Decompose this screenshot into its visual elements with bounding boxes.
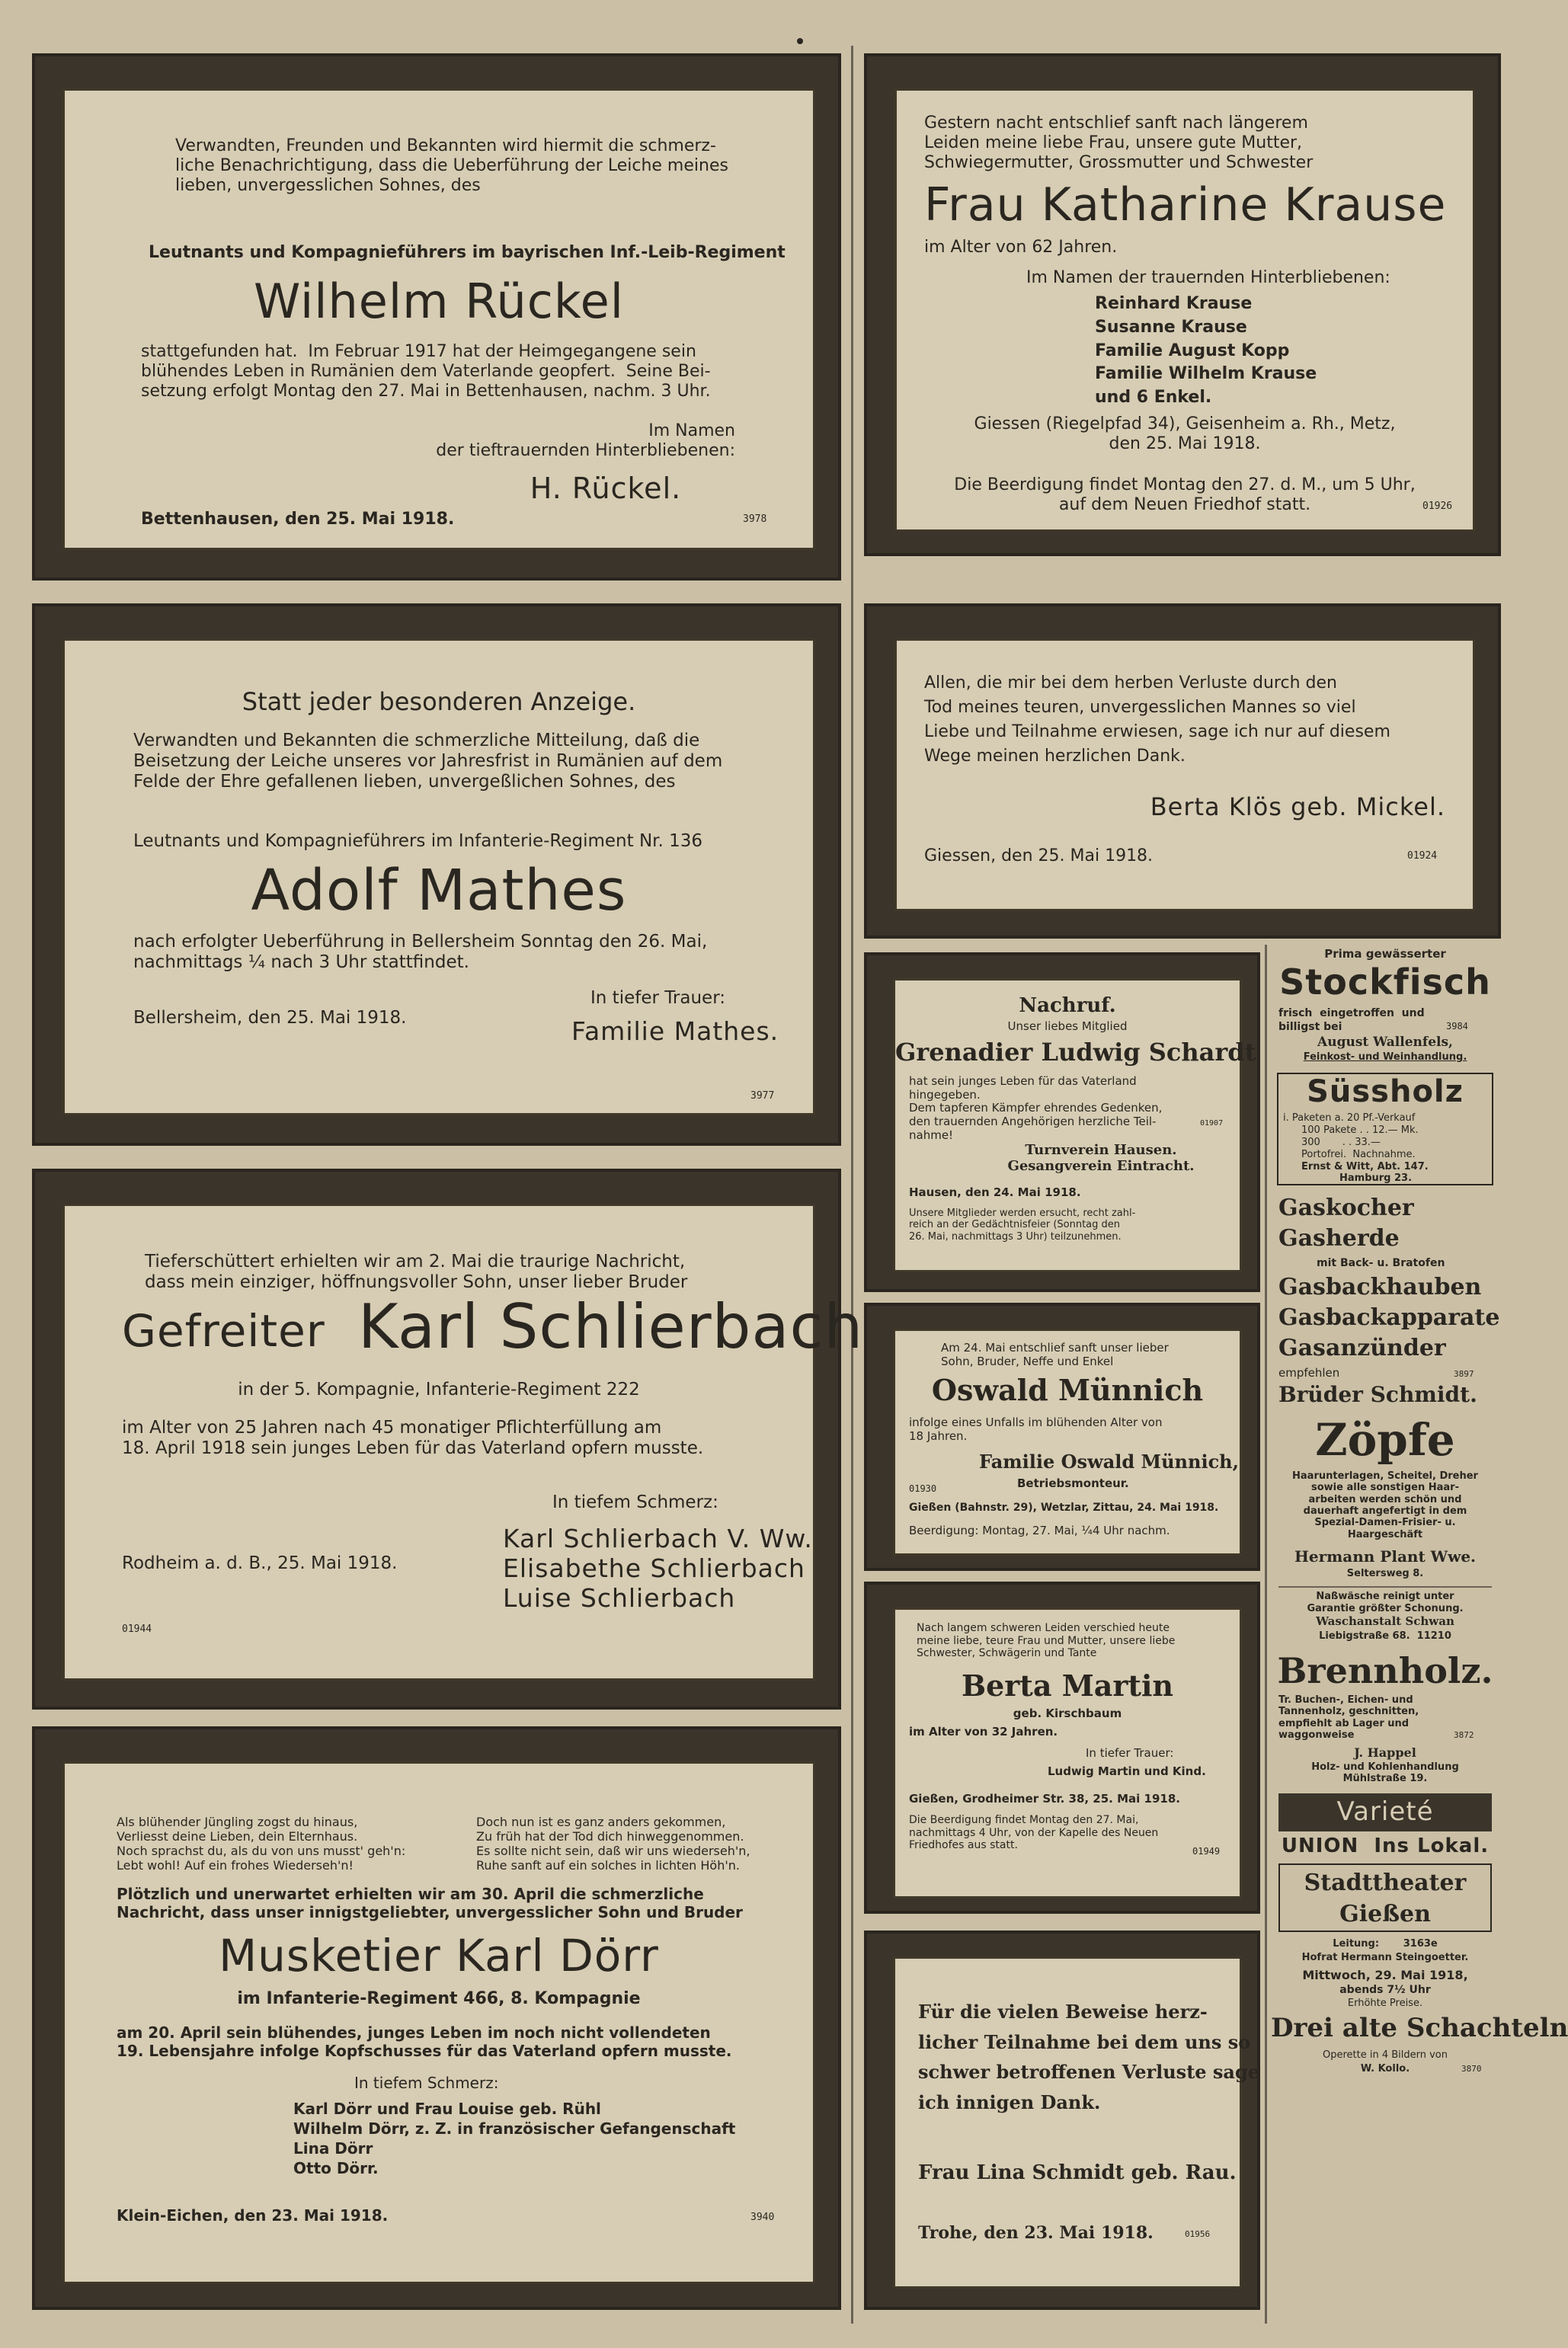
- muennich-job: Betriebsmonteur.: [1017, 1476, 1129, 1490]
- schardt-name: Grenadier Ludwig Schardt: [895, 1038, 1256, 1067]
- doerr-code: 3940: [750, 2212, 775, 2223]
- mathes-name: Adolf Mathes: [251, 858, 627, 923]
- muennich-body: infolge eines Unfalls im blühenden Alter von 18 Jahren.: [909, 1416, 1163, 1443]
- schmidt-place: Trohe, den 23. Mai 1918.: [918, 2223, 1154, 2243]
- rueckel-body: stattgefunden hat. Im Februar 1917 hat der Heimgegangene sein blühendes Leben in Rumänien dem Vaterlande geopfert. Seine Bei- setzung erfolgt Montag den 27. Mai in Bettenhausen, nachm. 3 Uhr.: [141, 342, 711, 401]
- ad-variete-sub: UNION Ins Lokal.: [1281, 1835, 1490, 1857]
- ad-brennholz-code: 3872: [1454, 1730, 1474, 1740]
- schmidt-signer: Frau Lina Schmidt geb. Rau.: [918, 2161, 1237, 2184]
- ad-suessholz-line3: 300 . . 33.—: [1301, 1137, 1381, 1148]
- column-rule: [851, 46, 853, 2324]
- schardt-clubs: Turnverein Hausen. Gesangverein Eintracht.: [1007, 1142, 1195, 1175]
- ad-variete-title: Varieté: [1336, 1796, 1434, 1827]
- ad-zoepfe-addr: Seltersweg 8.: [1346, 1568, 1424, 1579]
- rueckel-sign-intro: Im Namen der tieftrauernden Hinterbliebenen:: [436, 421, 735, 460]
- doerr-place: Klein-Eichen, den 23. Mai 1918.: [117, 2206, 389, 2225]
- ad-suessholz-line2: 100 Pakete . . 12.— Mk.: [1301, 1124, 1419, 1136]
- muennich-family: Familie Oswald Münnich,: [979, 1451, 1239, 1473]
- doerr-family: Karl Dörr und Frau Louise geb. Rühl Wilhelm Dörr, z. Z. in französischer Gefangenschaft Lina Dörr Otto Dörr.: [293, 2100, 736, 2177]
- ad-theater-line6: Operette in 4 Bildern von: [1322, 2049, 1448, 2061]
- rueckel-name: Wilhelm Rückel: [254, 274, 624, 329]
- ad-stockfisch-code: 3984: [1446, 1021, 1468, 1032]
- ad-stockfisch-top: Prima gewässerter: [1324, 947, 1446, 961]
- ad-wasch-line4: Liebigstraße 68. 11210: [1319, 1630, 1451, 1642]
- column-rule-right: [1265, 945, 1267, 2324]
- ad-theater-line7: W. Kollo.: [1360, 2063, 1410, 2074]
- ad-theater-line2: Hofrat Hermann Steingoetter.: [1301, 1952, 1469, 1963]
- schlierbach-intro: Tieferschüttert erhielten wir am 2. Mai die traurige Nachricht, dass mein einziger, höffnungsvoller Sohn, unser lieber Bruder: [145, 1252, 688, 1293]
- muennich-funeral: Beerdigung: Montag, 27. Mai, ¼4 Uhr nachm.: [909, 1524, 1170, 1537]
- krause-name: Frau Katharine Krause: [924, 178, 1447, 232]
- rueckel-signer: H. Rückel.: [530, 472, 682, 505]
- notice-rueckel: [32, 53, 841, 581]
- schlierbach-rank: Gefreiter: [122, 1305, 325, 1357]
- schmidt-body: Für die vielen Beweise herz- licher Teilnahme bei dem uns so schwer betroffenen Verluste sage ich innigen Dank.: [918, 2001, 1260, 2113]
- rueckel-code: 3978: [743, 513, 767, 525]
- ad-theater-line5: Erhöhte Preise.: [1347, 1998, 1423, 2009]
- ad-stockfisch-firm2: Feinkost- und Weinhandlung.: [1303, 1051, 1467, 1063]
- notice-schlierbach: [32, 1169, 864, 1710]
- muennich-name: Oswald Münnich: [931, 1373, 1204, 1407]
- doerr-poem-right: Doch nun ist es ganz anders gekommen, Zu früh hat der Tod dich hinweggenommen. Es sollte nicht sein, daß wir uns wiederseh'n, Ruhe sanft auf ein solches in lichten Höh'n.: [476, 1815, 750, 1873]
- ad-wasch-line2: Garantie größter Schonung.: [1307, 1603, 1464, 1614]
- ad-theater-title: Stadttheater Gießen: [1304, 1870, 1467, 1927]
- ad-theater-play: Drei alte Schachteln: [1271, 2013, 1568, 2043]
- notice-schardt: [864, 952, 1260, 1292]
- kloes-intro: Allen, die mir bei dem herben Verluste durch den Tod meines teuren, unvergesslichen Mannes so viel Liebe und Teilnahme erwiesen, sage ich nur auf diesem Wege meinen herzlichen Dank.: [924, 673, 1390, 766]
- ad-gas-line2: Gasherde: [1278, 1225, 1400, 1252]
- ads-column: [1271, 945, 1568, 2316]
- ad-theater-box: [1278, 1863, 1492, 1932]
- ad-wasch-line3: Waschanstalt Schwan: [1316, 1614, 1454, 1628]
- ad-gas-line5: Gasbackapparate: [1278, 1304, 1500, 1331]
- notice-schmidt: [864, 1931, 1260, 2310]
- doerr-poem-left: Als blühender Jüngling zogst du hinaus, Verliesst deine Lieben, dein Elternhaus. Noch sprachst du, als du von uns musst' geh'n: Lebt wohl! Auf ein frohes Wiederseh'n!: [117, 1815, 406, 1873]
- schmidt-code: 01956: [1185, 2229, 1211, 2239]
- mathes-rank: Leutnants und Kompagnieführers im Infanterie-Regiment Nr. 136: [133, 831, 703, 851]
- ad-suessholz-line1: i. Paketen a. 20 Pf.-Verkauf: [1283, 1112, 1416, 1124]
- ad-brennholz-firm2: Holz- und Kohlenhandlung Mühlstraße 19.: [1311, 1761, 1459, 1785]
- ad-theater-line1: Leitung: 3163e: [1333, 1938, 1438, 1950]
- ad-zoepfe-title: Zöpfe: [1315, 1414, 1455, 1466]
- schlierbach-trauer: In tiefem Schmerz:: [552, 1492, 718, 1512]
- doerr-body: am 20. April sein blühendes, junges Leben im noch nicht vollendeten 19. Lebensjahre infolge Kopfschusses für das Vaterland opfern musste.: [117, 2023, 732, 2060]
- ad-gas-firm: Brüder Schmidt.: [1278, 1382, 1477, 1407]
- martin-trauer: In tiefer Trauer:: [1086, 1746, 1174, 1760]
- muennich-intro: Am 24. Mai entschlief sanft unser lieber Sohn, Bruder, Neffe und Enkel: [941, 1341, 1169, 1368]
- ad-suessholz-firm: Ernst & Witt, Abt. 147.: [1301, 1161, 1429, 1172]
- kloes-code: 01924: [1407, 850, 1438, 862]
- martin-code: 01949: [1192, 1846, 1221, 1857]
- notice-mathes: [32, 603, 841, 1146]
- notice-martin: [864, 1582, 1260, 1914]
- ad-gas-code: 3897: [1454, 1369, 1474, 1379]
- ad-stockfisch-title: Stockfisch: [1279, 961, 1491, 1003]
- ad-wasch-line1: Naßwäsche reinigt unter: [1316, 1591, 1454, 1602]
- ad-divider: [1278, 1586, 1492, 1588]
- kloes-place: Giessen, den 25. Mai 1918.: [924, 846, 1154, 865]
- ad-variete-banner: [1278, 1793, 1492, 1831]
- krause-code: 01926: [1422, 501, 1453, 512]
- schardt-head: Nachruf.: [1019, 994, 1116, 1017]
- mathes-place: Bellersheim, den 25. Mai 1918.: [133, 1008, 407, 1028]
- schardt-place: Hausen, den 24. Mai 1918.: [909, 1185, 1081, 1199]
- martin-place: Gießen, Grodheimer Str. 38, 25. Mai 1918.: [909, 1792, 1180, 1806]
- ad-gas-line3: mit Back- u. Bratofen: [1317, 1257, 1445, 1269]
- ad-suessholz: [1277, 1073, 1493, 1185]
- ad-brennholz-firm: J. Happel: [1354, 1745, 1416, 1760]
- ad-gas-line7: empfehlen: [1278, 1366, 1340, 1380]
- martin-funeral: Die Beerdigung findet Montag den 27. Mai, nachmittags 4 Uhr, von der Kapelle des Neuen Friedhofes aus statt.: [909, 1814, 1159, 1852]
- martin-nee: geb. Kirschbaum: [1013, 1707, 1122, 1720]
- krause-place: Giessen (Riegelpfad 34), Geisenheim a. Rh., Metz, den 25. Mai 1918.: [974, 414, 1396, 453]
- krause-age: im Alter von 62 Jahren.: [924, 238, 1118, 257]
- ad-brennholz-body: Tr. Buchen-, Eichen- und Tannenholz, geschnitten, empfiehlt ab Lager und waggonweise: [1278, 1694, 1419, 1741]
- schardt-note: Unsere Mitglieder werden ersucht, recht zahl- reich an der Gedächtnisfeier (Sonntag den 26. Mai, nachmittags 3 Uhr) teilzunehmen.: [909, 1208, 1136, 1243]
- notice-muennich: [864, 1303, 1260, 1571]
- print-mark: [797, 38, 803, 44]
- ad-stockfisch-firm: August Wallenfels,: [1317, 1035, 1453, 1050]
- schlierbach-code: 01944: [122, 1623, 152, 1635]
- mathes-head: Statt jeder besonderen Anzeige.: [242, 687, 636, 716]
- mathes-code: 3977: [750, 1090, 775, 1102]
- schlierbach-unit: in der 5. Kompagnie, Infanterie-Regiment 222: [238, 1380, 640, 1400]
- martin-intro: Nach langem schweren Leiden verschied heute meine liebe, teure Frau und Mutter, unsere liebe Schwester, Schwägerin und Tante: [917, 1622, 1176, 1660]
- ad-suessholz-city: Hamburg 23.: [1339, 1172, 1413, 1184]
- doerr-intro: Plötzlich und unerwartet erhielten wir am 30. April die schmerzliche Nachricht, dass unser innigstgeliebter, unvergesslicher Sohn und Bruder: [117, 1885, 743, 1921]
- martin-name: Berta Martin: [961, 1668, 1174, 1703]
- rueckel-rank: Leutnants und Kompagnieführers im bayrischen Inf.-Leib-Regiment: [149, 243, 786, 262]
- schlierbach-body: im Alter von 25 Jahren nach 45 monatiger Pflichterfüllung am 18. April 1918 sein junges Leben für das Vaterland opfern musste.: [122, 1418, 704, 1459]
- rueckel-intro: Verwandten, Freunden und Bekannten wird hiermit die schmerz- liche Benachrichtigung, dass die Ueberführung der Leiche meines lieben, unvergesslichen Sohnes, des: [175, 136, 728, 195]
- schlierbach-place: Rodheim a. d. B., 25. Mai 1918.: [122, 1553, 398, 1573]
- ad-stockfisch-line2: billigst bei: [1278, 1021, 1342, 1033]
- mathes-intro: Verwandten und Bekannten die schmerzliche Mitteilung, daß die Beisetzung der Leiche unseres vor Jahresfrist in Rumänien auf dem Felde der Ehre gefallenen lieben, unvergeßlichen Sohnes, des: [133, 731, 723, 792]
- kloes-signer: Berta Klös geb. Mickel.: [1150, 792, 1445, 821]
- mathes-trauer: In tiefer Trauer:: [590, 988, 725, 1008]
- ad-gas-line4: Gasbackhauben: [1278, 1274, 1482, 1300]
- mathes-body: nach erfolgter Ueberführung in Bellersheim Sonntag den 26. Mai, nachmittags ¼ nach 3 Uhr stattfindet.: [133, 932, 708, 973]
- ad-suessholz-title: Süssholz: [1307, 1074, 1464, 1109]
- notice-doerr: [32, 1726, 841, 2310]
- ad-zoepfe-body: Haarunterlagen, Scheitel, Dreher sowie alle sonstigen Haar- arbeiten werden schön und dauerhaft angefertigt in dem Spezial-Damen-Frisier- u. Haargeschäft: [1292, 1470, 1478, 1540]
- ad-theater-code: 3870: [1461, 2064, 1482, 2074]
- doerr-trauer: In tiefem Schmerz:: [354, 2074, 499, 2092]
- notice-krause: [864, 53, 1501, 556]
- notice-kloes: [864, 603, 1501, 939]
- martin-signer: Ludwig Martin und Kind.: [1048, 1764, 1206, 1778]
- krause-funeral: Die Beerdigung findet Montag den 27. d. M., um 5 Uhr, auf dem Neuen Friedhof statt.: [954, 475, 1416, 514]
- ad-stockfisch-line1: frisch eingetroffen und: [1278, 1007, 1425, 1019]
- martin-age: im Alter von 32 Jahren.: [909, 1725, 1058, 1739]
- schlierbach-name: Karl Schlierbach: [358, 1291, 864, 1362]
- schardt-code: 01907: [1200, 1119, 1224, 1128]
- rueckel-place: Bettenhausen, den 25. Mai 1918.: [141, 510, 455, 529]
- schardt-body: hat sein junges Leben für das Vaterland hingegeben. Dem tapferen Kämpfer ehrendes Gedenken, den trauernden Angehörigen herzliche Teil- nahme!: [909, 1074, 1163, 1142]
- krause-intro: Gestern nacht entschlief sanft nach längerem Leiden meine liebe Frau, unsere gute Mutter, Schwiegermutter, Grossmutter und Schwester: [924, 114, 1314, 172]
- ad-zoepfe-firm: Hermann Plant Wwe.: [1294, 1547, 1477, 1566]
- doerr-name: Musketier Karl Dörr: [219, 1930, 659, 1982]
- ad-theater-line4: abends 7½ Uhr: [1339, 1984, 1431, 1996]
- muennich-code: 01930: [909, 1483, 937, 1494]
- ad-gas-line1: Gaskocher: [1278, 1195, 1414, 1221]
- ad-gas-line6: Gasanzünder: [1278, 1335, 1446, 1361]
- krause-family: Reinhard Krause Susanne Krause Familie August Kopp Familie Wilhelm Krause und 6 Enkel.: [1095, 294, 1317, 408]
- ad-brennholz-title: Brennholz.: [1277, 1650, 1493, 1691]
- schardt-sub: Unser liebes Mitglied: [1007, 1019, 1128, 1033]
- ad-suessholz-line4: Portofrei. Nachnahme.: [1301, 1149, 1416, 1160]
- ad-theater-line3: Mittwoch, 29. Mai 1918,: [1302, 1968, 1468, 1982]
- schlierbach-family: Karl Schlierbach V. Ww. Elisabethe Schlierbach Luise Schlierbach: [503, 1524, 813, 1613]
- muennich-place: Gießen (Bahnstr. 29), Wetzlar, Zittau, 24. Mai 1918.: [909, 1502, 1219, 1514]
- mathes-signer: Familie Mathes.: [571, 1016, 779, 1046]
- doerr-unit: im Infanterie-Regiment 466, 8. Kompagnie: [237, 1989, 641, 2008]
- krause-mourn: Im Namen der trauernden Hinterbliebenen:: [1026, 268, 1390, 287]
